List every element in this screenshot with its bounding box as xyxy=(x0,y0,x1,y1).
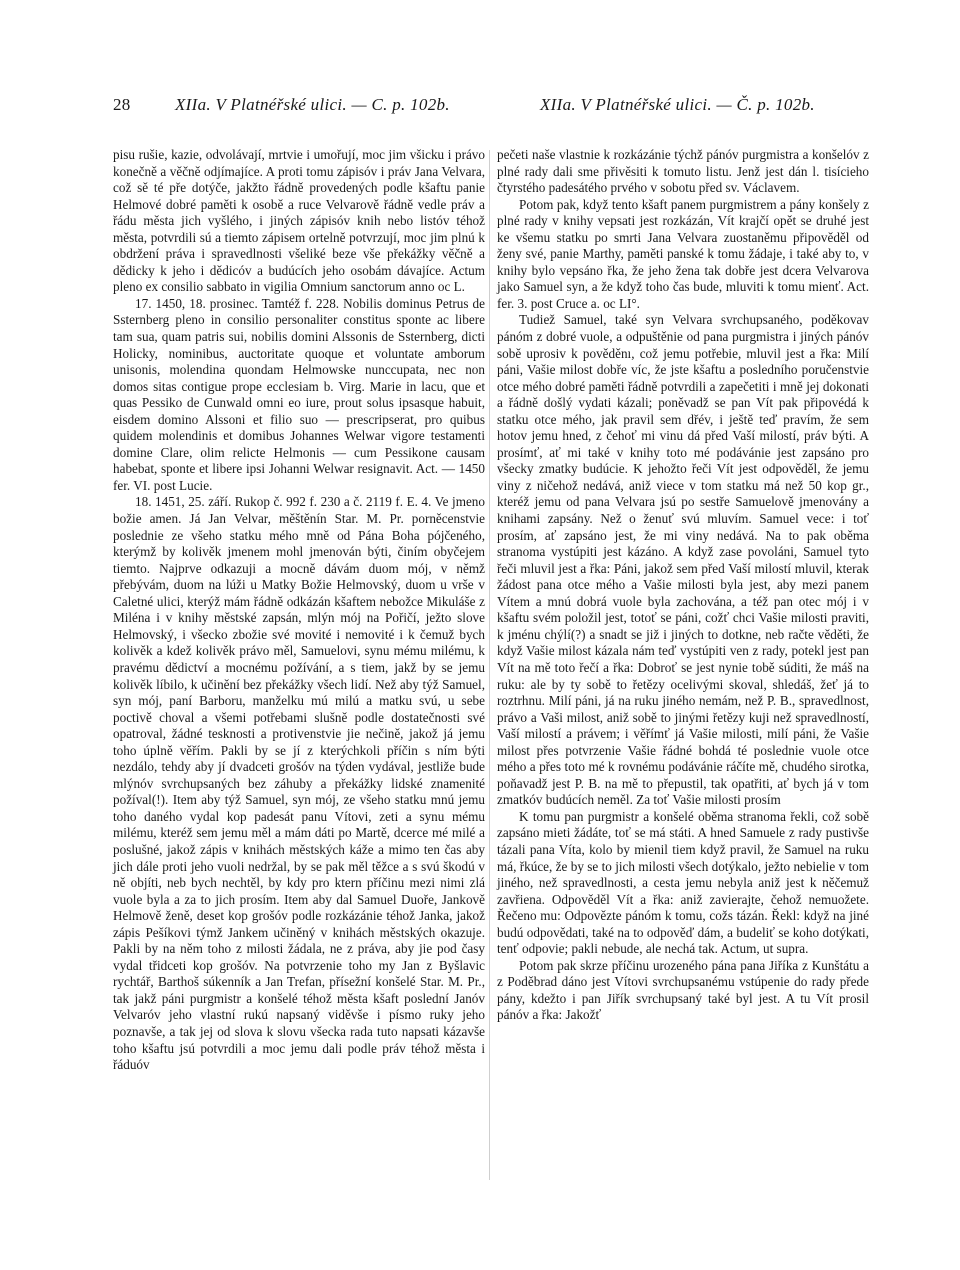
paragraph: pečeti naše vlastnie k rozkázánie týchž pánóv purgmistra a konšelóv z plné rady dali sme přivěsiti k tomuto listu. Jenž jest dán l. tisícieho čtyrstého padesátého prvého v sobotu před sv. Václavem. xyxy=(497,147,869,196)
paragraph: 17. 1450, 18. prosinec. Tamtéž f. 228. Nobilis dominus Petrus de Ssternberg pleno in consilio personaliter constitus sponte ac libere tam sua, quam patris sui, nobilis domini Alssonis de Ssternberg, dicti Holicky, nominibus, auctoritate quoque et voluntate amborum unisonis, molendina quondam Helmowske nunccupata, nec non domos sitas contigue prope ecclesiam b. Virg. Marie in lacu, que et quas Pessiko de Cunwald omni eo iure, prout solus ipsasque habuit, eisdem domino Alssoni et filio suo — prescripserat, pro quibus quidem molendinis et domibus Johannes Welwar vigore testamenti domine Clare, olim relicte Helmonis — cum Pessikone causam habebat, sponte et libere ipsi Johanni Welwar resignavit. Act. — 1450 fer. VI. post Lucie. xyxy=(113,295,485,493)
paragraph: K tomu pan purgmistr a konšelé oběma stranoma řekli, což sobě zapsáno mieti žádáte, toť se má státi. A hned Samuele z rady pustivše tázali pana Víta, kolo by mienil tiem když pravil, že Samuel na ruku má, řkúce, že by se to jich milosti všech dotýkalo, ježto nebielie v tom jiného, než spravedlnosti, a cesta jemu nebyla aniž jest k něčemuž zavřiena. Odpověděl Vít a řka: aniž zavierajte, čehož nemuožete. Řečeno mu: Odpovězte pánóm k tomu, cožs tázán. Řekl: když na jiné budú odpovědati, také na to odpověď dám, a budeliť se koho dotýkati, tenť odpovie; pakli nebude, ale nechá tak. Actum, ut supra. xyxy=(497,808,869,957)
running-head-left: XIIa. V Platnéřské ulici. — C. p. 102b. xyxy=(175,95,450,114)
paragraph: Potom pak skrze příčinu urozeného pána pana Jiříka z Kunštátu a z Poděbrad dáno jest Vítovi svrchupsanému vstúpenie do rady přede pány, kdežto i pan Jiřík svrchupsaný také byl jest. A tu Vít prosil pánóv a řka: Jakožť xyxy=(497,957,869,1023)
paragraph: 18. 1451, 25. září. Rukop č. 992 f. 230 a č. 2119 f. E. 4. Ve jmeno božie amen. Já Jan Velvar, měštěnín Star. M. Pr. porněcenstvie poslednie ze všeho statku mého mně od Pána Boha pójčeného, kterýmž by kolivěk jmenem mohl jmenován býti, činím obyčejem tiemto. Najprve odkazuji a mocně dávám duom mój, v němž přebývám, duom na lúži u Matky Božie Helmovský, duom u vrše v Caletné ulici, kterýž mám řádně odkázán kšaftem nebožce Mikuláše z Miléna i v knihy městské zapsán, mlýn mój na Pořičí, ježto slove Helmovský, i všecko zbožie své movité i nemovité i k čemuž bych kolivěk a kdež kolivěk právo měl, Samuelovi, synu mému milému, k pravému dědictví a mocnému požívání, a s tiem, jakž by se jemu kolivěk líbilo, k učinění bez překážky všech lidí. Než aby týž Samuel, syn mój, paní Barboru, manželku mú milú a matku svú, u sebe poctivě choval a všemi potřebami slušně podle dostatečnosti své opatroval, žádné tesknosti a protivenstvie jie nečině, jakož já jemu toho úplně věřím. Pakli by se jí z kterýchkoli příčin s ním býti nezdálo, tehdy aby jí dvadceti grošóv na týden vydával, jestliže bude mlýnóv svrchupsaných bez záhuby a překážky lidské znamenité požíval(!). Item aby týž Samuel, syn mój, ze všeho statku mnú jemu toho daného vydal kop padesát panu Vítovi, zeti a synu mému milému, kteréž sem jemu měl a mám dáti po Martě, dcerce mé milé a poslušné, jakož zápis v knihách městských káže a mimo ten čas aby jich dále proti jeho vuoli nedržal, by se pak měl těžce a s svú škodú v ně objíti, neb bych nechtěl, by kdy pro ktern příčinu mezi nimi zlá vuole byla a za to jich prosím. Item aby dal Samuel Duoře, Jankově Helmově ženě, deset kop grošóv podle rozkázánie téhož Janka, jakož zápis Pešíkovi týmž Jankem učiněný v knihách městských okazuje. Pakli by na něm toho z milosti žádala, ne z práva, aby jie pod časy vydal třidceti kop grošóv. Na potvrzenie toho my Jan z Byšlavic rychtář, Barthoš súkenník a Jan Trefan, přísežní konšelé Star. M. Pr., tak jakž páni purgmistr a konšelé téhož města kšaft poslední Janóv Velvaróv jeho vlastní rukú napsaný viděvše i písmo ruky jeho poznavše, a tak jej od slova k slovu všecka rada tuto napsati kázavše toho kšaftu jsú potvrdili a moc jemu dali podle práv téhož města i řáduóv xyxy=(113,494,485,1073)
right-column xyxy=(497,147,869,1024)
column-divider xyxy=(489,150,490,1180)
page-number: 28 xyxy=(113,95,131,114)
paragraph: pisu rušie, kazie, odvolávají, mrtvie i umořují, moc jim všicku i právo konečně a věčně odjímajíce. A proti tomu zápisóv i práv Jana Velvara, což sě té pře dotýče, jakžto řádně provedených podle kšaftu panie Helmové dobré paměti k osobě a ruce Velvarově řádně vedle práv a řádu města jich vyšlého, i jiných zápisóv knih nebo listóv téhož města, potvrdili sú a tiemto zápisem ortelně potvrzují, moc jim plnú k obdržení práva i spravedlnosti všeliké beze vše překážky věčně a dědicky k jeho i dědicóv a budúcích jeho osobám dávajíce. Actum pleno ex consilio sabbato in vigilia Omnium sanctorum anno oc L. xyxy=(113,147,485,295)
paragraph: Potom pak, když tento kšaft panem purgmistrem a pány konšely z plné rady v knihy vepsati jest rozkázán, Vít krajčí opět se druhé jest ke všemu statku po smrti Jana Velvara zuostaněmu připověděl od ženy své, panie Marthy, paměti panské k tomu žádaje, i také aby to, v knihy bylo vepsáno řka, že jeho žena tak dobře jest dcera Velvarova jako Samuel syn, a že když toho čas bude, mluviti k tomu mienť. Act. fer. 3. post Cruce a. oc LI°. xyxy=(497,196,869,311)
left-column xyxy=(113,147,485,1074)
page-header xyxy=(0,95,960,125)
running-head-right: XIIa. V Platnéřské ulici. — Č. p. 102b. xyxy=(540,95,815,114)
paragraph: Tudiež Samuel, také syn Velvara svrchupsaného, poděkovav pánóm z dobré vuole, a odpuštěnie od pana purgmistra i jiných pánóv sobě uprosiv k pověděnı, což jemu potřebie, mluvil jest a řka: Milí páni, Vašie milost dobře víc, že jste kšaftu a posledního poručenstvie otce mého dobré paměti řádně potvrdili a zapečetiti i mně jej dokonati a řádně došlý vydati kázali; poněvadž se pan Vít pak připovédá k statku otce mého, jak pravil sem dřév, i ještě teď pravím, že sem hotov jemu hned, z čehoť mi vinu dá před Vaší milostí, práv býti. A prosímť, ať mi také v knihy toto mé podávánie jest zapsáno pro všecky zmatky budúcie. K jehožto řeči Vít jest odpověděl, že jemu viny z ničehož nedává, aniž viece v tom statku má než 50 kop gr., kteréž jemu od pana Velvara jsú po sestře Samuelově jmenovány a knihami zapsány. Než o ženuť svú mluvím. Samuel vece: i toť prosím, ať zapsáno jest, že mi viny nedává. Na to pak oběma stranoma vystúpiti jest kázáno. A když zase povoláni, Samuel tyto řeči mluvil jest a řka: Páni, jakož sem před Vaší milostí mluvil, kterak žádost pana otce mého a Vašie milosti byla jest, aby mezi panem Vítem a mnú dobrá vuole byla zachována, a též pan otec mój i v kšaftu svém položil jest, totoť se páni, cožť chci Vašie milosti praviti, k jménu chýlí(?) a snadt se již i jiných to dotkne, neb račte věděti, že když Vašie milost kázala nám teď vystúpiti ven z rady, potekl jest pan Vít na mě toto řečí a řka: Dobroť se jest nynie tobě súditi, že máš na ruku: ale by ty sobě to řetězy ocelivými skoval, shledáš, žeť já to roztrhnu. Milí páni, já na ruku jiného nemám, než P. B., spravedlnost, právo a Vaši milost, aniž sobě to jinými řetězy kuji než spravedlností, Vaší milostí a právem; i věřímť já Vašie milosti, milí páni, že Vašie milost přes potvrzenie Vašie řádné bohdá té poslednie vuole otce mého a přes toto mé k rovnému podávánie ráčíte mě, chudého sirotka, poňavadž jest P. B. na mě to přepustil, tak opatřiti, ať bych já v tom zmatkóv budúcích neměl. Za toť Vašie milosti prosím xyxy=(497,312,869,808)
